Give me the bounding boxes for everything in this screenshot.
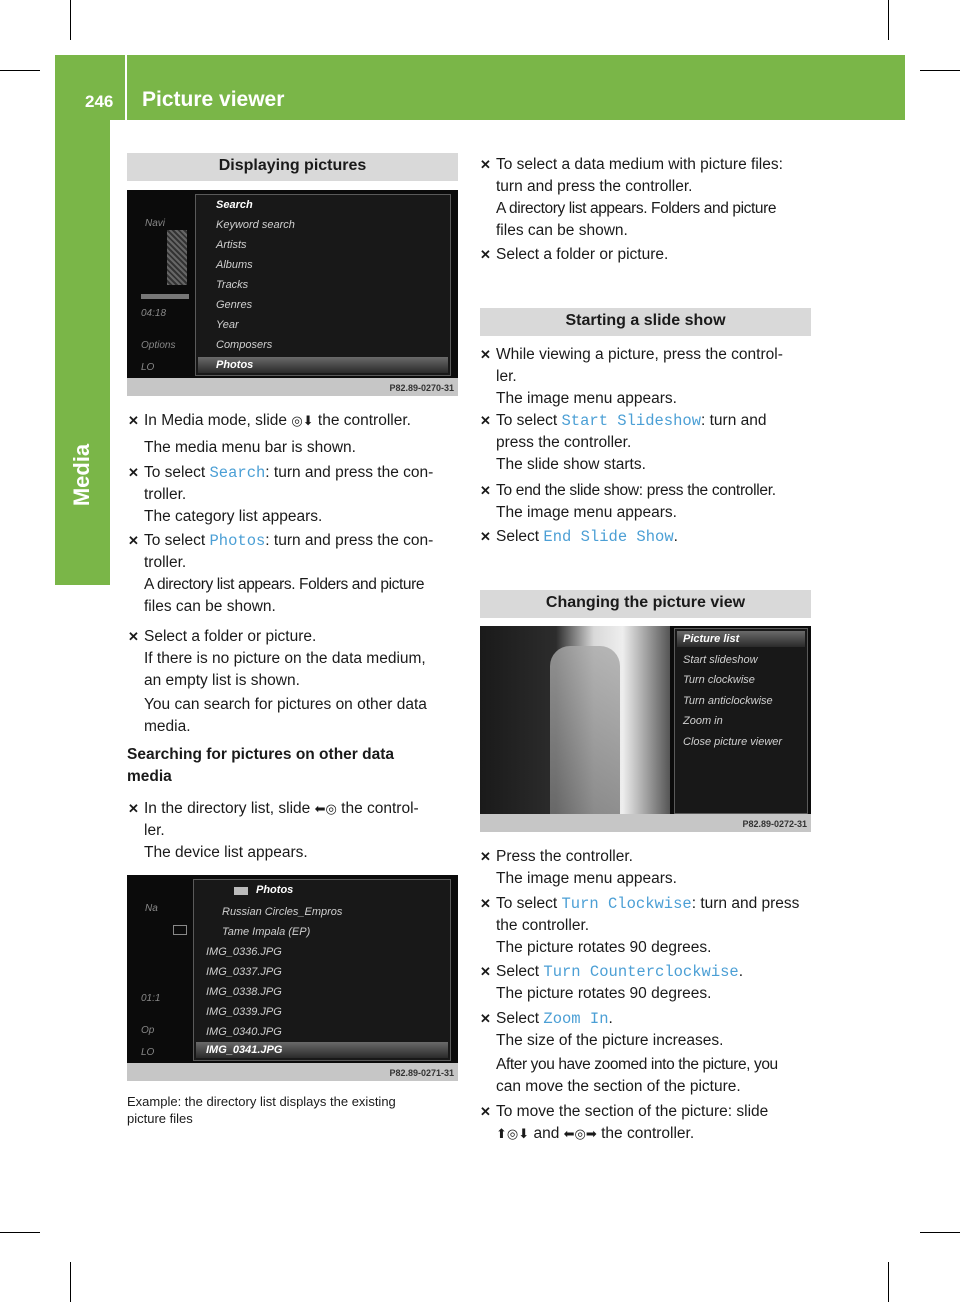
menu-item-picture-list[interactable]: Picture list bbox=[683, 633, 740, 645]
step-text: troller. bbox=[144, 554, 187, 571]
step-arrow-icon: ✕ bbox=[480, 1011, 491, 1026]
menu-item[interactable]: Tracks bbox=[216, 279, 249, 291]
step-text: . bbox=[738, 963, 744, 980]
step-note: The category list appears. bbox=[144, 508, 323, 525]
step-note: The media menu bar is shown. bbox=[144, 439, 356, 456]
crop-mark bbox=[70, 1262, 71, 1302]
step-arrow-icon: ✕ bbox=[480, 413, 491, 428]
page-number: 246 bbox=[85, 92, 114, 111]
step-text: press the controller. bbox=[496, 434, 632, 451]
section-header bbox=[480, 590, 811, 618]
list-item[interactable]: Tame Impala (EP) bbox=[222, 926, 311, 938]
menu-item[interactable]: Zoom in bbox=[683, 715, 723, 727]
step-text: Select bbox=[496, 1010, 540, 1027]
step bbox=[480, 244, 816, 266]
step-note: You can search for pictures on other data bbox=[144, 696, 427, 713]
step-text: the controller. bbox=[601, 1125, 695, 1142]
step-arrow-icon: ✕ bbox=[480, 247, 491, 262]
image-code: P82.89-0272-31 bbox=[742, 819, 807, 829]
step-note: If there is no picture on the data medium, bbox=[144, 650, 426, 667]
side-nav-item: 04:18 bbox=[141, 308, 167, 319]
step-text: the controller. bbox=[317, 412, 411, 429]
step-text: the controller. bbox=[496, 917, 590, 934]
step-note: After you have zoomed into the picture, you bbox=[496, 1056, 778, 1073]
section-title: Changing the picture view bbox=[545, 594, 746, 611]
step-text: turn and press the controller. bbox=[496, 178, 693, 195]
step-text: To select bbox=[144, 532, 206, 549]
header-divider bbox=[125, 55, 127, 120]
menu-reference: Photos bbox=[209, 532, 266, 550]
controller-left-icon: ⬅◎ bbox=[314, 802, 337, 817]
step-text: the control- bbox=[341, 800, 419, 817]
folder-icon bbox=[173, 925, 187, 935]
menu-reference: Search bbox=[209, 464, 266, 482]
list-item[interactable]: IMG_0336.JPG bbox=[206, 946, 282, 958]
step-note: media. bbox=[144, 718, 191, 735]
image-code: P82.89-0270-31 bbox=[389, 383, 454, 393]
crop-mark bbox=[888, 1262, 889, 1302]
directory-list bbox=[193, 879, 451, 1061]
section-header bbox=[127, 153, 458, 181]
step-arrow-icon: ✕ bbox=[480, 347, 491, 362]
step bbox=[128, 462, 464, 484]
category-menu bbox=[195, 194, 451, 376]
step-text: : turn and bbox=[701, 412, 767, 429]
step-arrow-icon: ✕ bbox=[480, 849, 491, 864]
menu-reference: Turn Clockwise bbox=[561, 895, 692, 913]
step-arrow-icon: ✕ bbox=[128, 629, 139, 644]
picture-view-screenshot bbox=[480, 626, 811, 832]
step-note: A directory list appears. Folders and picture bbox=[496, 200, 777, 217]
menu-item[interactable]: Start slideshow bbox=[683, 654, 758, 666]
step-text: . bbox=[608, 1010, 613, 1027]
step-text: To select bbox=[496, 412, 558, 429]
step bbox=[128, 410, 464, 433]
step-arrow-icon: ✕ bbox=[480, 157, 491, 172]
step bbox=[480, 410, 816, 432]
menu-item[interactable]: Composers bbox=[216, 339, 273, 351]
album-art bbox=[167, 230, 187, 285]
list-item[interactable]: IMG_0340.JPG bbox=[206, 1026, 282, 1038]
step-text: To move the section of the picture: slide bbox=[496, 1103, 769, 1120]
menu-item[interactable]: Albums bbox=[216, 259, 253, 271]
list-item[interactable]: Russian Circles_Empros bbox=[222, 906, 343, 918]
step bbox=[480, 1008, 816, 1030]
side-nav-item: LO bbox=[141, 1047, 155, 1058]
step-text: In Media mode, slide bbox=[144, 412, 288, 429]
step-arrow-icon: ✕ bbox=[128, 465, 139, 480]
step-arrow-icon: ✕ bbox=[480, 529, 491, 544]
subheading: media bbox=[127, 768, 172, 785]
menu-item[interactable]: Turn clockwise bbox=[683, 674, 755, 686]
step-text: : turn and press bbox=[691, 895, 800, 912]
step bbox=[128, 626, 464, 648]
step-note: A directory list appears. Folders and picture bbox=[144, 576, 425, 593]
step-text: To select bbox=[144, 464, 206, 481]
step-text: To select bbox=[496, 895, 558, 912]
side-nav-item: LO bbox=[141, 362, 155, 373]
menu-item[interactable]: Year bbox=[216, 319, 239, 331]
list-item-selected[interactable]: IMG_0341.JPG bbox=[206, 1044, 283, 1056]
photo-figure bbox=[550, 646, 620, 814]
crop-mark bbox=[920, 1232, 960, 1233]
side-nav-item: Navi bbox=[145, 218, 166, 229]
menu-item[interactable]: Genres bbox=[216, 299, 253, 311]
step-text: Select bbox=[496, 528, 540, 545]
crop-mark bbox=[0, 1232, 40, 1233]
step-text: ler. bbox=[496, 368, 517, 385]
directory-header: Photos bbox=[256, 884, 294, 896]
step-arrow-icon: ✕ bbox=[128, 801, 139, 816]
step-note: The picture rotates 90 degrees. bbox=[496, 985, 712, 1002]
step-text: and bbox=[533, 1125, 560, 1142]
crop-mark bbox=[888, 0, 889, 40]
menu-reference: Zoom In bbox=[543, 1010, 609, 1028]
step-text: Select a folder or picture. bbox=[144, 628, 317, 645]
step-note: The image menu appears. bbox=[496, 504, 677, 521]
folder-icon bbox=[234, 887, 248, 895]
step bbox=[128, 798, 464, 821]
step-note: The image menu appears. bbox=[496, 870, 677, 887]
step-text: To select a data medium with picture files: bbox=[496, 156, 783, 173]
menu-item[interactable]: Keyword search bbox=[216, 219, 295, 231]
step-text: : turn and press the con- bbox=[265, 532, 434, 549]
menu-reference: Turn Counterclockwise bbox=[543, 963, 739, 981]
figure-caption: Example: the directory list displays the existing bbox=[127, 1094, 396, 1109]
step-note: The size of the picture increases. bbox=[496, 1032, 724, 1049]
list-item[interactable]: IMG_0338.JPG bbox=[206, 986, 282, 998]
side-tab-label: Media bbox=[69, 443, 94, 507]
step bbox=[480, 480, 816, 502]
section-header bbox=[480, 308, 811, 336]
menu-item-photos[interactable]: Photos bbox=[216, 359, 254, 371]
step-arrow-icon: ✕ bbox=[480, 964, 491, 979]
side-nav-item: 01:1 bbox=[141, 993, 161, 1004]
step-note: The picture rotates 90 degrees. bbox=[496, 939, 712, 956]
figure-caption: picture files bbox=[127, 1111, 193, 1126]
step-text: In the directory list, slide bbox=[144, 800, 311, 817]
section-title: Displaying pictures bbox=[218, 157, 367, 174]
subheading: Searching for pictures on other data bbox=[127, 746, 394, 763]
controller-down-icon: ◎⬇ bbox=[291, 414, 314, 429]
side-nav-item: Options bbox=[141, 340, 176, 351]
step-text: troller. bbox=[144, 486, 187, 503]
step-note: The device list appears. bbox=[144, 844, 308, 861]
progress-bar bbox=[141, 294, 189, 299]
menu-item[interactable]: Artists bbox=[216, 239, 247, 251]
step-arrow-icon: ✕ bbox=[128, 533, 139, 548]
step-arrow-icon: ✕ bbox=[480, 1104, 491, 1119]
step-note: The image menu appears. bbox=[496, 390, 677, 407]
step-text: Select a folder or picture. bbox=[496, 246, 669, 263]
directory-list-screenshot bbox=[127, 875, 458, 1081]
step-text: To end the slide show: press the controller. bbox=[496, 482, 776, 499]
step-arrow-icon: ✕ bbox=[480, 896, 491, 911]
step-note: files can be shown. bbox=[144, 598, 276, 615]
step-text: Select bbox=[496, 963, 540, 980]
step-note: can move the section of the picture. bbox=[496, 1078, 741, 1095]
step-text: : turn and press the con- bbox=[265, 464, 434, 481]
section-title: Starting a slide show bbox=[565, 312, 726, 329]
step bbox=[480, 344, 816, 366]
crop-mark bbox=[70, 0, 71, 40]
step-text: ler. bbox=[144, 822, 165, 839]
step-note: files can be shown. bbox=[496, 222, 628, 239]
side-tab bbox=[55, 120, 110, 585]
menu-item[interactable]: Close picture viewer bbox=[683, 736, 783, 748]
step-arrow-icon: ✕ bbox=[480, 483, 491, 498]
list-item[interactable]: IMG_0339.JPG bbox=[206, 1006, 282, 1018]
step-text: . bbox=[673, 528, 678, 545]
image-code: P82.89-0271-31 bbox=[389, 1068, 454, 1078]
step-text: Press the controller. bbox=[496, 848, 633, 865]
step bbox=[480, 846, 816, 868]
step bbox=[480, 154, 816, 176]
controller-up-down-icon: ⬆◎⬇ bbox=[496, 1127, 530, 1142]
step-text: While viewing a picture, press the control- bbox=[496, 346, 783, 363]
menu-reference: End Slide Show bbox=[543, 528, 674, 546]
step bbox=[128, 530, 464, 552]
menu-reference: Start Slideshow bbox=[561, 412, 702, 430]
side-nav-item: Op bbox=[141, 1025, 155, 1036]
crop-mark bbox=[0, 70, 40, 71]
step bbox=[480, 961, 816, 983]
controller-left-right-icon: ⬅◎➡ bbox=[563, 1127, 597, 1142]
menu-item[interactable]: Turn anticlockwise bbox=[683, 695, 773, 707]
step-note: The slide show starts. bbox=[496, 456, 646, 473]
step-note: an empty list is shown. bbox=[144, 672, 300, 689]
crop-mark bbox=[920, 70, 960, 71]
step-text bbox=[496, 1123, 694, 1146]
step bbox=[480, 526, 816, 548]
menu-item[interactable]: Search bbox=[216, 199, 253, 211]
list-item[interactable]: IMG_0337.JPG bbox=[206, 966, 282, 978]
side-nav-item: Na bbox=[145, 903, 158, 914]
step bbox=[480, 1101, 816, 1123]
step bbox=[480, 893, 816, 915]
image-menu bbox=[674, 628, 808, 814]
media-menu-screenshot bbox=[127, 190, 458, 396]
chapter-title: Picture viewer bbox=[142, 88, 285, 111]
step-arrow-icon: ✕ bbox=[128, 413, 139, 428]
